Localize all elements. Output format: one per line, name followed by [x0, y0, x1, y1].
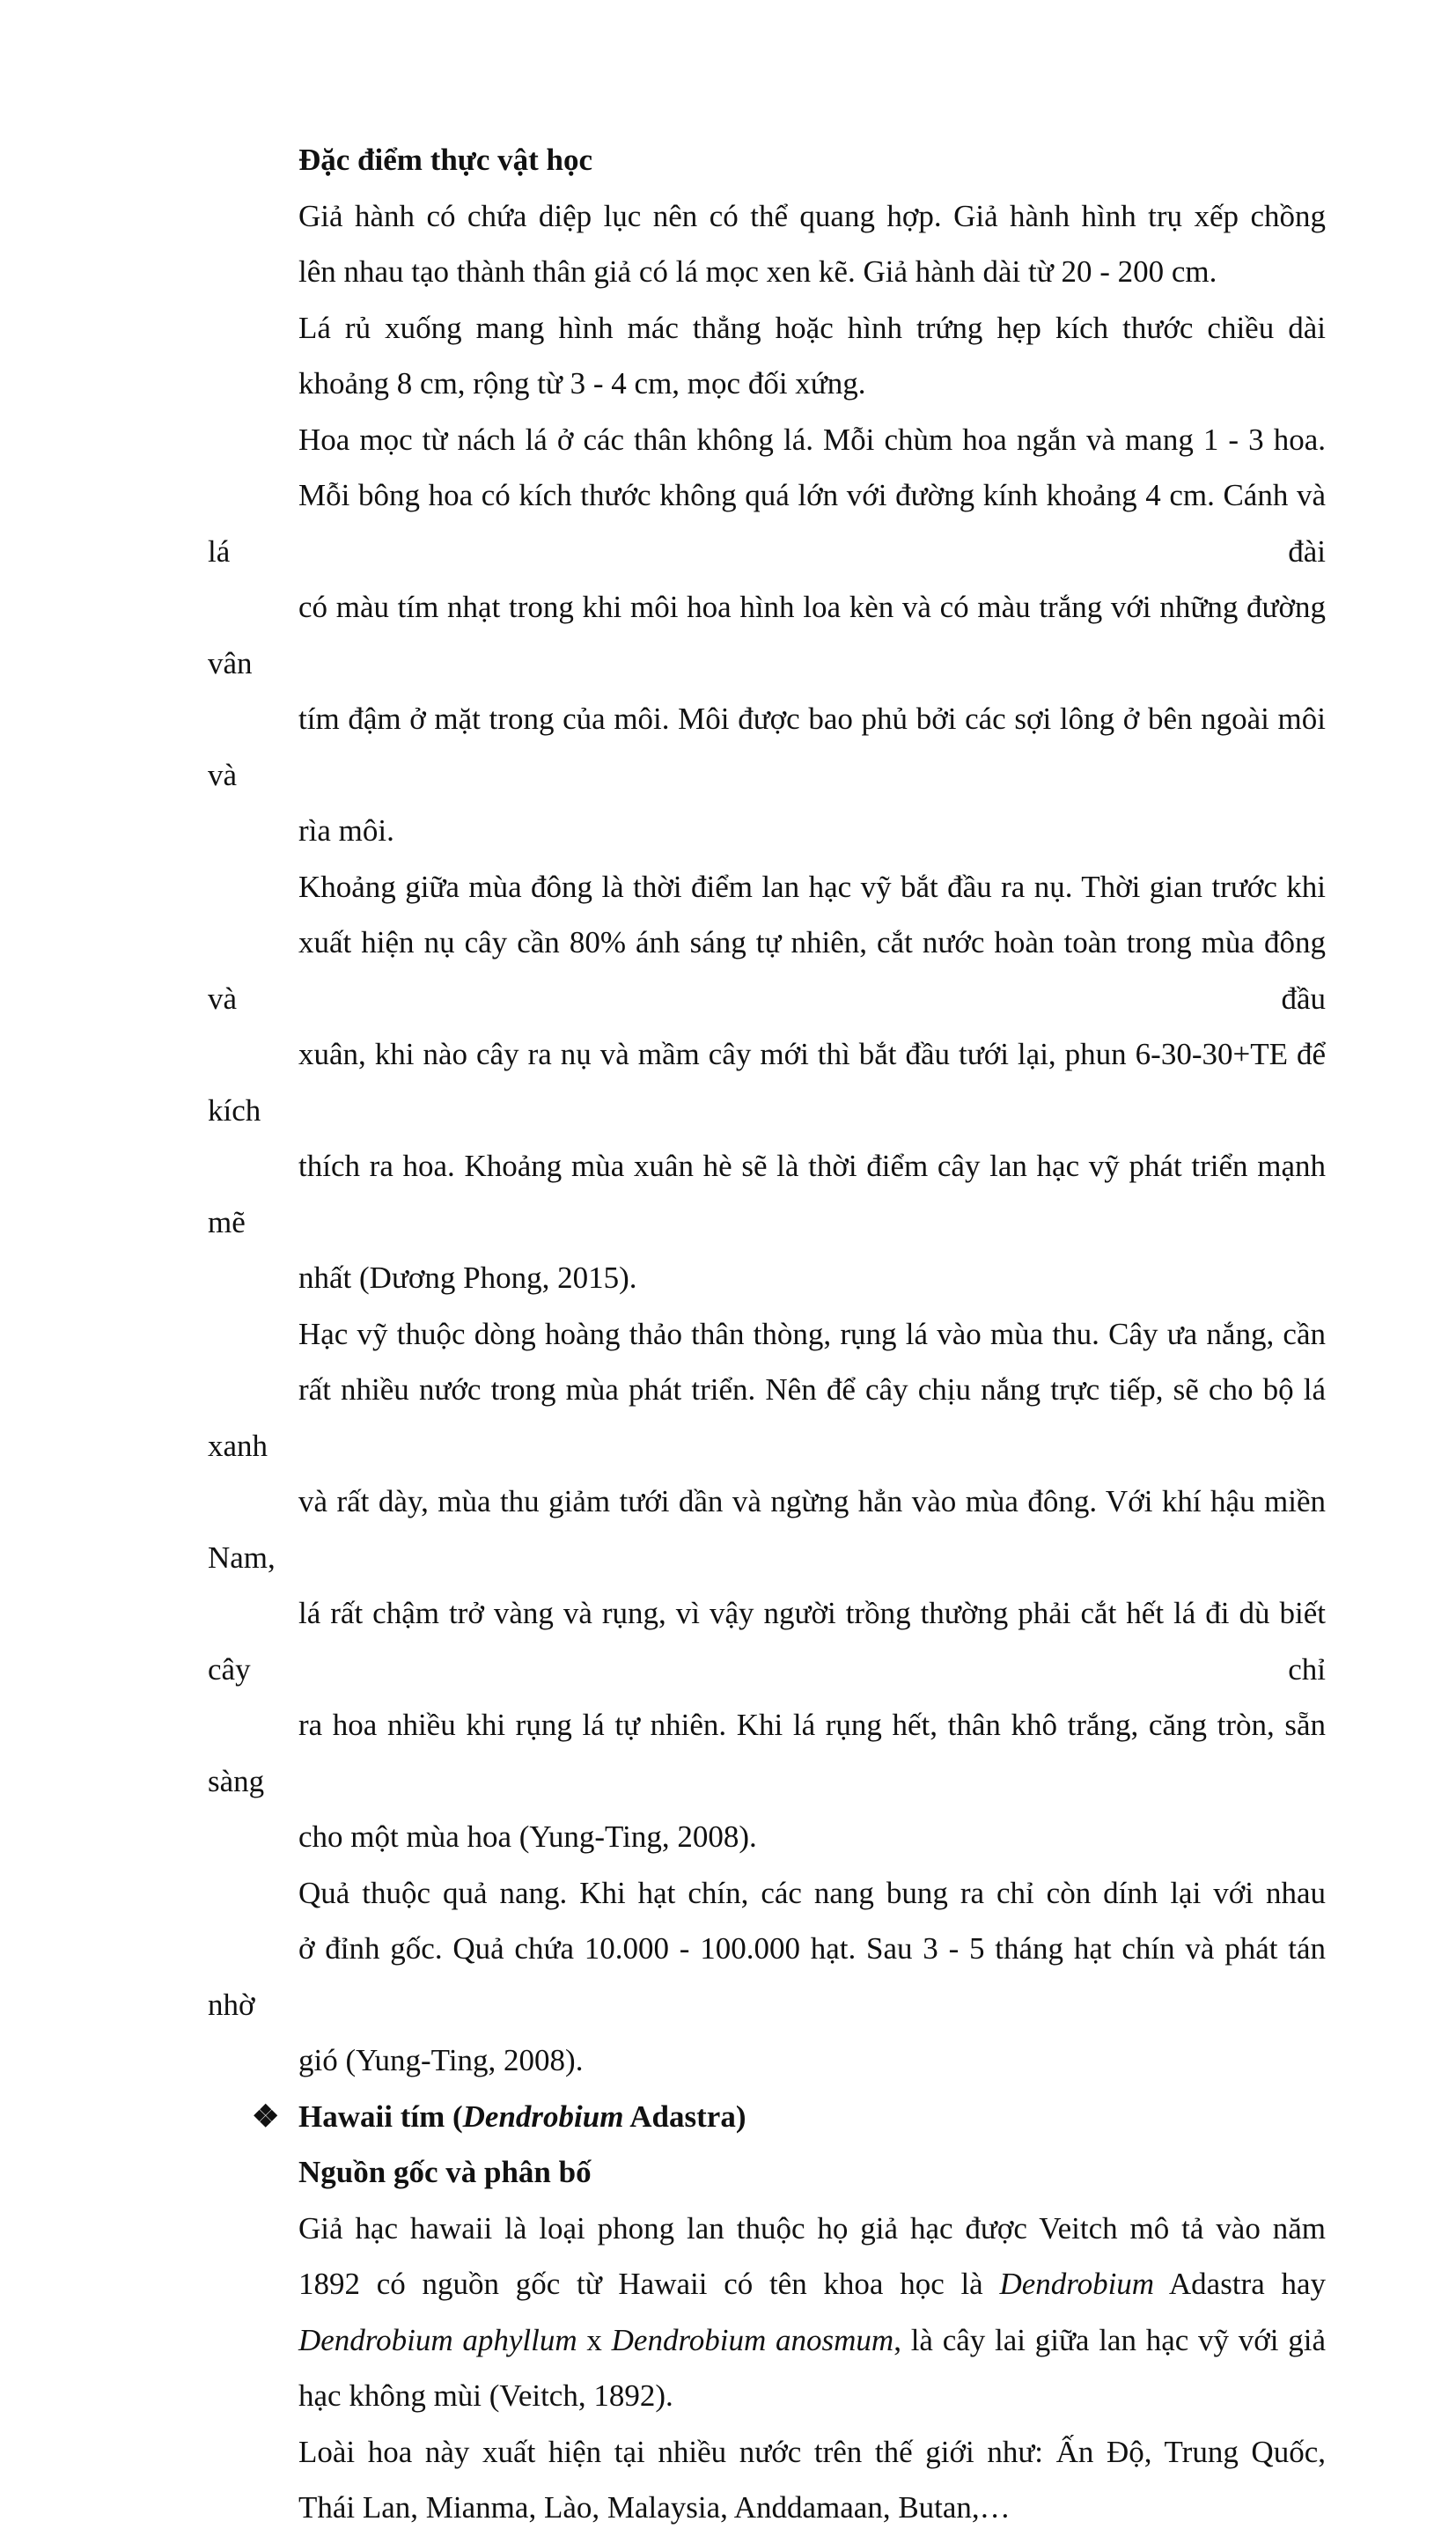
section-heading: Đặc điểm thực vật học — [298, 143, 593, 177]
paragraph-flowers: Hoa mọc từ nách lá ở các thân không lá. Mỗi chùm hoa ngắn và mang 1 - 3 hoa. Mỗi bông hoa có kích thước không quá lớn với đường kính khoảng 4 cm. Cánh và lá đài có màu tím nhạt trong khi môi hoa hình loa kèn và có màu trắng với những đường vân tím đậm ở mặt trong của môi. Môi được bao phủ bởi các sợi lông ở bên ngoài môi và rìa môi. — [208, 422, 1326, 848]
paragraph-budding: Khoảng giữa mùa đông là thời điểm lan hạc vỹ bắt đầu ra nụ. Thời gian trước khi xuất hiện nụ cây cần 80% ánh sáng tự nhiên, cắt nước hoàn toàn trong mùa đông và đầu xuân, khi nào cây ra nụ và mầm cây mới thì bắt đầu tưới lại, phun 6-30-30+TE để kích thích ra hoa. Khoảng mùa xuân hè sẽ là thời điểm cây lan hạc vỹ phát triển mạnh mẽ nhất (Dương Phong, 2015). — [208, 869, 1326, 1295]
paragraph-care: Hạc vỹ thuộc dòng hoàng thảo thân thòng, rụng lá vào mùa thu. Cây ưa nắng, cần rất nhiều nước trong mùa phát triển. Nên để cây chịu nắng trực tiếp, sẽ cho bộ lá xanh và rất dày, mùa thu giảm tưới dần và ngừng hẳn vào mùa đông. Với khí hậu miền Nam, lá rất chậm trở vàng và rụng, vì vậy người trồng thường phải cắt hết lá đi dù biết cây chỉ ra hoa nhiều khi rụng lá tự nhiên. Khi lá rụng hết, thân khô trắng, căng tròn, sẵn sàng cho một mùa hoa (Yung-Ting, 2008). — [208, 1316, 1326, 1854]
paragraph-fruit: Quả thuộc quả nang. Khi hạt chín, các nang bung ra chỉ còn dính lại với nhau ở đỉnh gốc. Quả chứa 10.000 - 100.000 hạt. Sau 3 - 5 tháng hạt chín và phát tán nhờ gió (Yung-Ting, 2008). — [208, 1875, 1326, 2077]
origin-subheading: Nguồn gốc và phân bố — [298, 2155, 592, 2189]
diamond-bullet-icon: ❖ — [252, 2099, 280, 2134]
species-heading: ❖ Hawaii tím (Dendrobium Adastra) — [252, 2089, 1326, 2145]
paragraph-origin: Giả hạc hawaii là loại phong lan thuộc họ giả hạc được Veitch mô tả vào năm 1892 có nguồn gốc từ Hawaii có tên khoa học là Dendrobium Adastra hay Dendrobium aphyllum x Dendrobium anosmum, là cây lai giữa lan hạc vỹ với giả hạc không mùi (Veitch, 1892). — [298, 2210, 1327, 2413]
paragraph-pseudobulb: Giả hành có chứa diệp lục nên có thể quang hợp. Giả hành hình trụ xếp chồng lên nhau tạo thành thân giả có lá mọc xen kẽ. Giả hành dài từ 20 - 200 cm. — [298, 198, 1326, 289]
paragraph-distribution: Loài hoa này xuất hiện tại nhiều nước trên thế giới như: Ấn Độ, Trung Quốc, Thái Lan, Mianma, Lào, Malaysia, Anddamaan, Butan,… — [298, 2434, 1326, 2525]
paragraph-leaves: Lá rủ xuống mang hình mác thẳng hoặc hình trứng hẹp kích thước chiều dài khoảng 8 cm, rộng từ 3 - 4 cm, mọc đối xứng. — [298, 310, 1326, 401]
document-page — [208, 132, 1326, 2536]
